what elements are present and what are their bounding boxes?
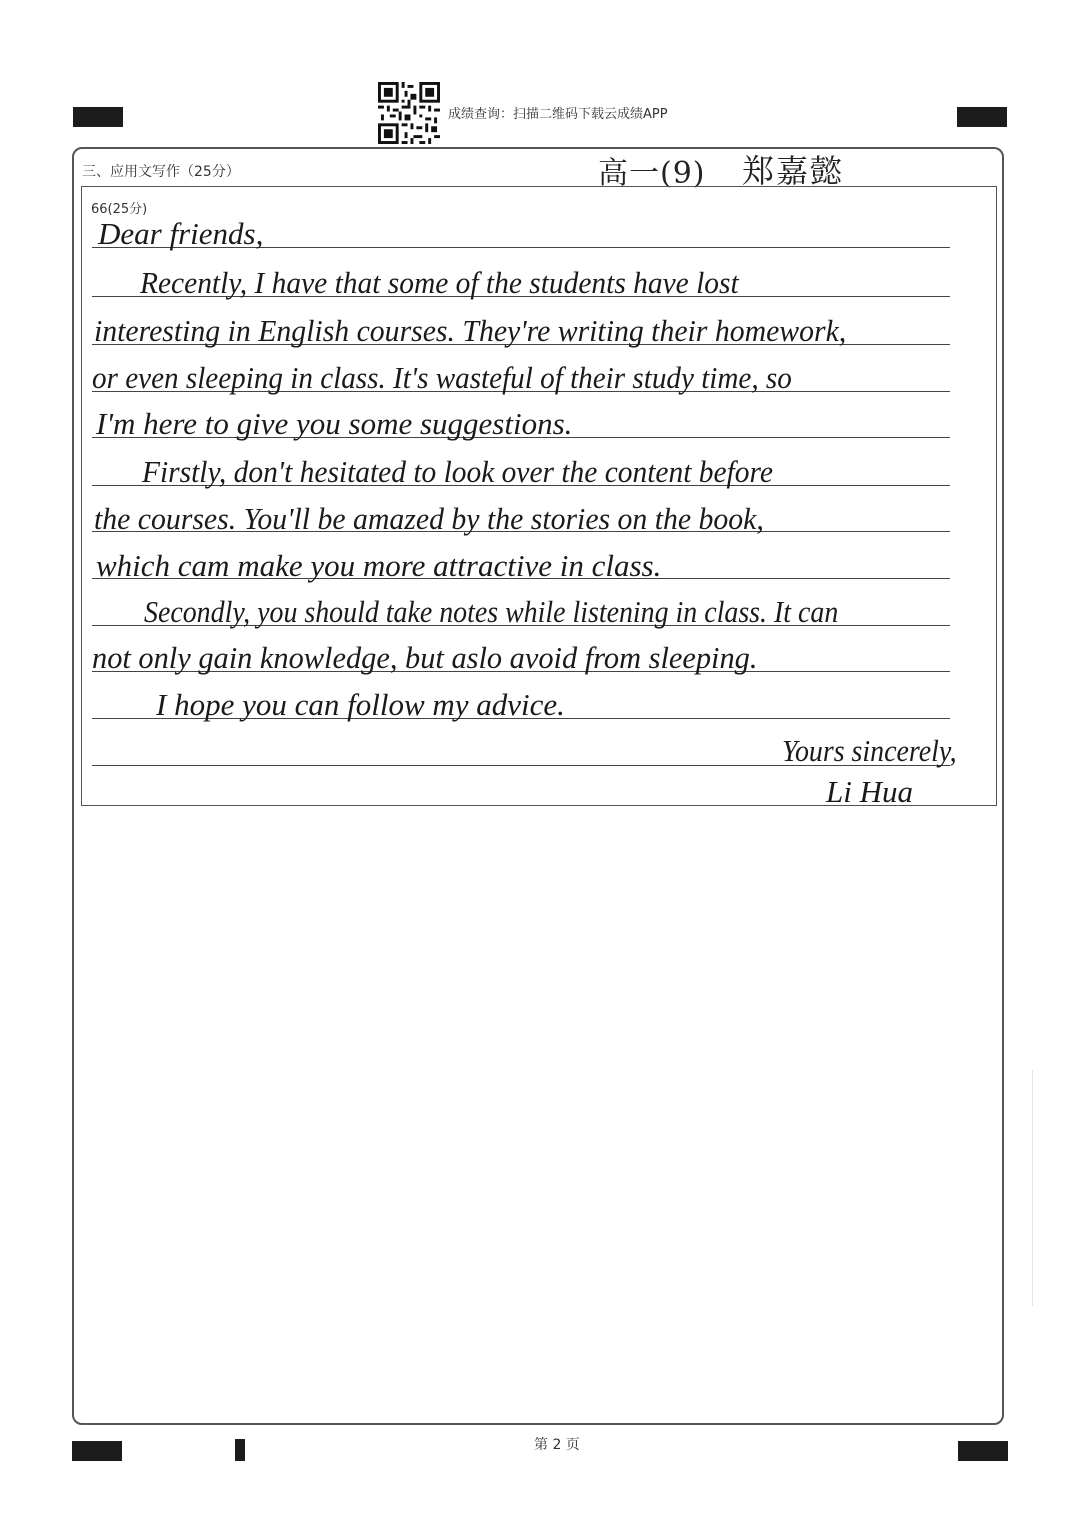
scan-artifact-line (1032, 1070, 1033, 1306)
essay-signature: Li Hua (826, 774, 913, 809)
essay-line: I hope you can follow my advice. (156, 687, 565, 722)
question-number: 66(25分) (91, 202, 148, 217)
registration-mark-top-left (73, 107, 123, 127)
essay-closing: Yours sincerely, (782, 733, 957, 768)
essay-line: Dear friends, (98, 216, 264, 251)
section-title: 三、应用文写作（25分） (82, 164, 240, 180)
registration-mark-top-right (957, 107, 1007, 127)
score-query-note: 成绩查询：扫描二维码下载云成绩APP (448, 107, 668, 122)
page-number: 第 2 页 (534, 1437, 580, 1453)
essay-line: I'm here to give you some suggestions. (96, 406, 573, 441)
essay-line: which cam make you more attractive in class. (96, 548, 662, 583)
registration-mark-bottom-right (958, 1441, 1008, 1461)
essay-line: Recently, I have that some of the students have lost (140, 265, 739, 300)
essay-line: Firstly, don't hesitated to look over the content before (142, 454, 773, 489)
essay-line: or even sleeping in class. It's wasteful of their study time, so (92, 360, 792, 395)
essay-line: not only gain knowledge, but aslo avoid from sleeping. (92, 640, 758, 675)
student-name: 郑嘉懿 (742, 152, 845, 190)
essay-line: Secondly, you should take notes while listening in class. It can (144, 594, 839, 629)
essay-line: interesting in English courses. They're writing their homework, (94, 313, 847, 348)
qr-code-icon (378, 82, 440, 144)
registration-mark-bottom-left (72, 1441, 122, 1461)
registration-mark-bottom-small (235, 1439, 245, 1461)
class-label: 高一(9) (598, 156, 706, 191)
essay-line: the courses. You'll be amazed by the stories on the book, (94, 501, 764, 536)
